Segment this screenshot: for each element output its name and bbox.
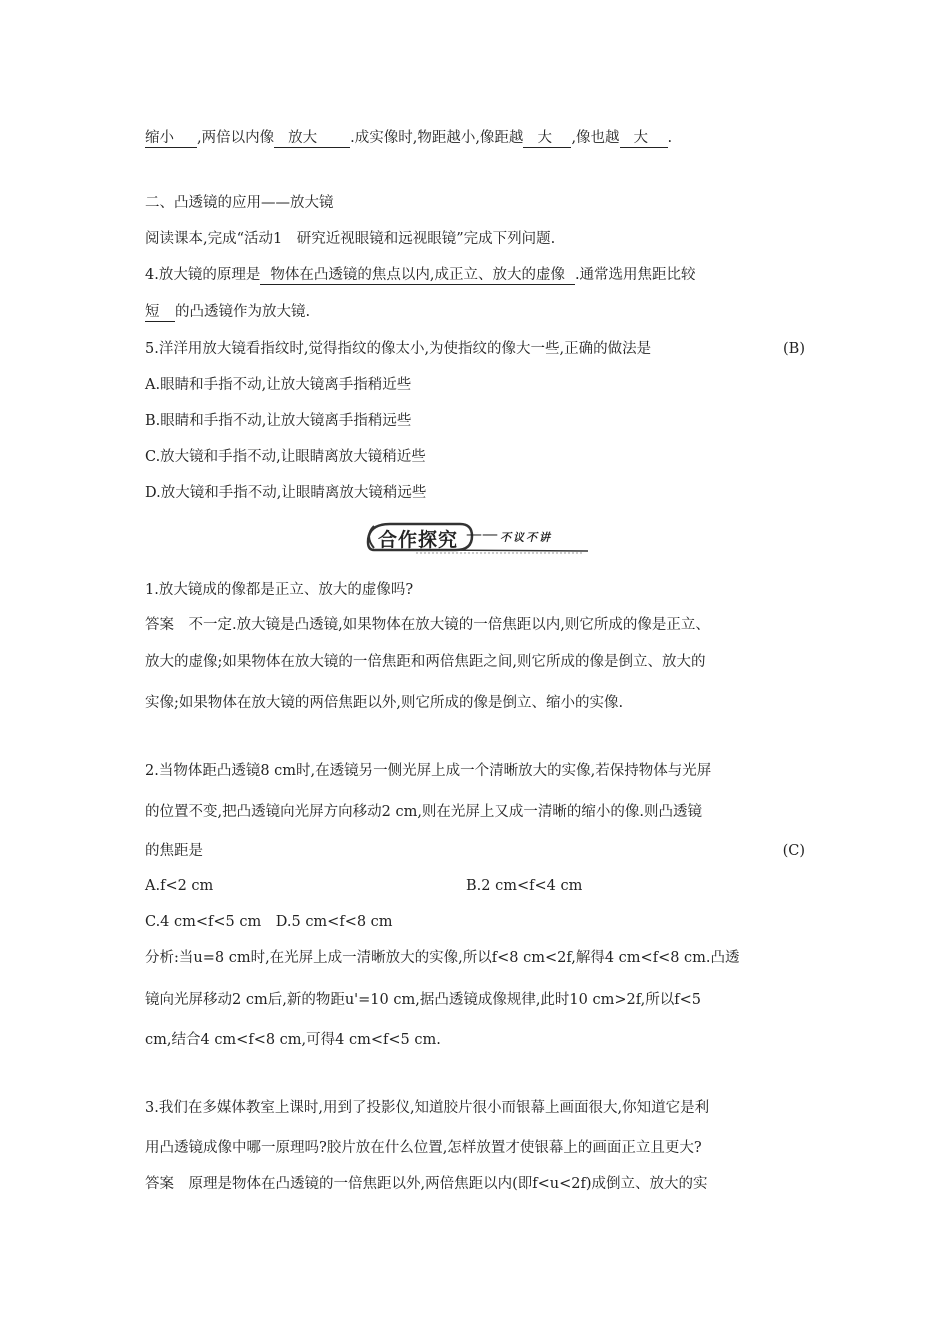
question-4 (145, 265, 696, 285)
banner-subtitle: 不议不讲 (500, 531, 552, 544)
option-c: C.放大镜和手指不动,让眼睛离放大镜稍近些 (145, 449, 426, 465)
option-d: D.放大镜和手指不动,让眼睛离放大镜稍远些 (145, 485, 427, 501)
section-title: 二、凸透镜的应用——放大镜 (145, 195, 334, 211)
discussion-2-question: 的焦距是 (145, 843, 203, 859)
discussion-3-question: 3.我们在多媒体教室上课时,用到了投影仪,知道胶片很小而银幕上画面很大,你知道它是利 (145, 1100, 710, 1116)
option-b: B.眼睛和手指不动,让放大镜离手指稍远些 (145, 413, 412, 429)
discussion-3-answer: 答案 原理是物体在凸透镜的一倍焦距以外,两倍焦距以内(即f<u<2f)成倒立、放大的实 (145, 1176, 708, 1192)
blank-answer: 大 (523, 129, 571, 148)
banner-title: 合作探究 (378, 529, 459, 551)
blank-answer: 短 (145, 303, 175, 322)
blank-answer: 物体在凸透镜的焦点以内,成正立、放大的虚像 (260, 266, 575, 285)
option-a: A.f<2 cm (145, 878, 214, 894)
question-5-stem: 5.洋洋用放大镜看指纹时,觉得指纹的像太小,为使指纹的像大一些,正确的做法是 (145, 341, 652, 357)
discussion-2-question: 的位置不变,把凸透镜向光屏方向移动2 cm,则在光屏上又成一清晰的缩小的像.则凸透镜 (145, 804, 703, 820)
banner-dash: —— (466, 524, 498, 543)
text: 4.放大镜的原理是 (145, 267, 261, 283)
text: 的凸透镜作为放大镜. (175, 304, 311, 320)
discussion-2-analysis: 镜向光屏移动2 cm后,新的物距u'=10 cm,据凸透镜成像规律,此时10 cm>2f,所以f<5 (145, 992, 701, 1008)
option-b: B.2 cm<f<4 cm (466, 878, 583, 894)
option-a: A.眼睛和手指不动,让放大镜离手指稍近些 (145, 377, 412, 393)
text: .成实像时,物距越小,像距越 (350, 130, 524, 146)
discussion-3-question: 用凸透镜成像中哪一原理吗?胶片放在什么位置,怎样放置才使银幕上的画面正立且更大? (145, 1140, 702, 1156)
blank-answer: 大 (620, 129, 668, 148)
blank-answer: 放大 (274, 129, 350, 148)
discussion-2-question: 2.当物体距凸透镜8 cm时,在透镜另一侧光屏上成一个清晰放大的实像,若保持物体与光屏 (145, 763, 712, 779)
discussion-1-answer: 放大的虚像;如果物体在放大镜的一倍焦距和两倍焦距之间,则它所成的像是倒立、放大的 (145, 654, 706, 670)
text: ,像也越 (571, 130, 620, 146)
question-5-answer: (B) (783, 341, 805, 357)
discussion-1-answer: 答案 不一定.放大镜是凸透镜,如果物体在放大镜的一倍焦距以内,则它所成的像是正立、 (145, 617, 710, 633)
discussion-2-answer: (C) (782, 843, 805, 859)
discussion-2-analysis: 分析:当u=8 cm时,在光屏上成一清晰放大的实像,所以f<8 cm<2f,解得4 cm<f<8 cm.凸透 (145, 950, 740, 966)
fill-line (145, 128, 672, 148)
text: . (667, 130, 673, 146)
text: ,两倍以内像 (197, 130, 275, 146)
discussion-1-answer: 实像;如果物体在放大镜的两倍焦距以外,则它所成的像是倒立、缩小的实像. (145, 695, 624, 711)
blank-answer: 缩小 (145, 129, 197, 148)
discussion-1-question: 1.放大镜成的像都是正立、放大的虚像吗? (145, 582, 414, 598)
section-intro: 阅读课本,完成“活动1 研究近视眼镜和远视眼镜”完成下列问题. (145, 231, 556, 247)
text: .通常选用焦距比较 (574, 267, 696, 283)
section-banner (360, 520, 590, 554)
discussion-2-analysis: cm,结合4 cm<f<8 cm,可得4 cm<f<5 cm. (145, 1032, 441, 1048)
question-4-cont (145, 302, 310, 322)
option-c-d: C.4 cm<f<5 cm D.5 cm<f<8 cm (145, 914, 393, 930)
